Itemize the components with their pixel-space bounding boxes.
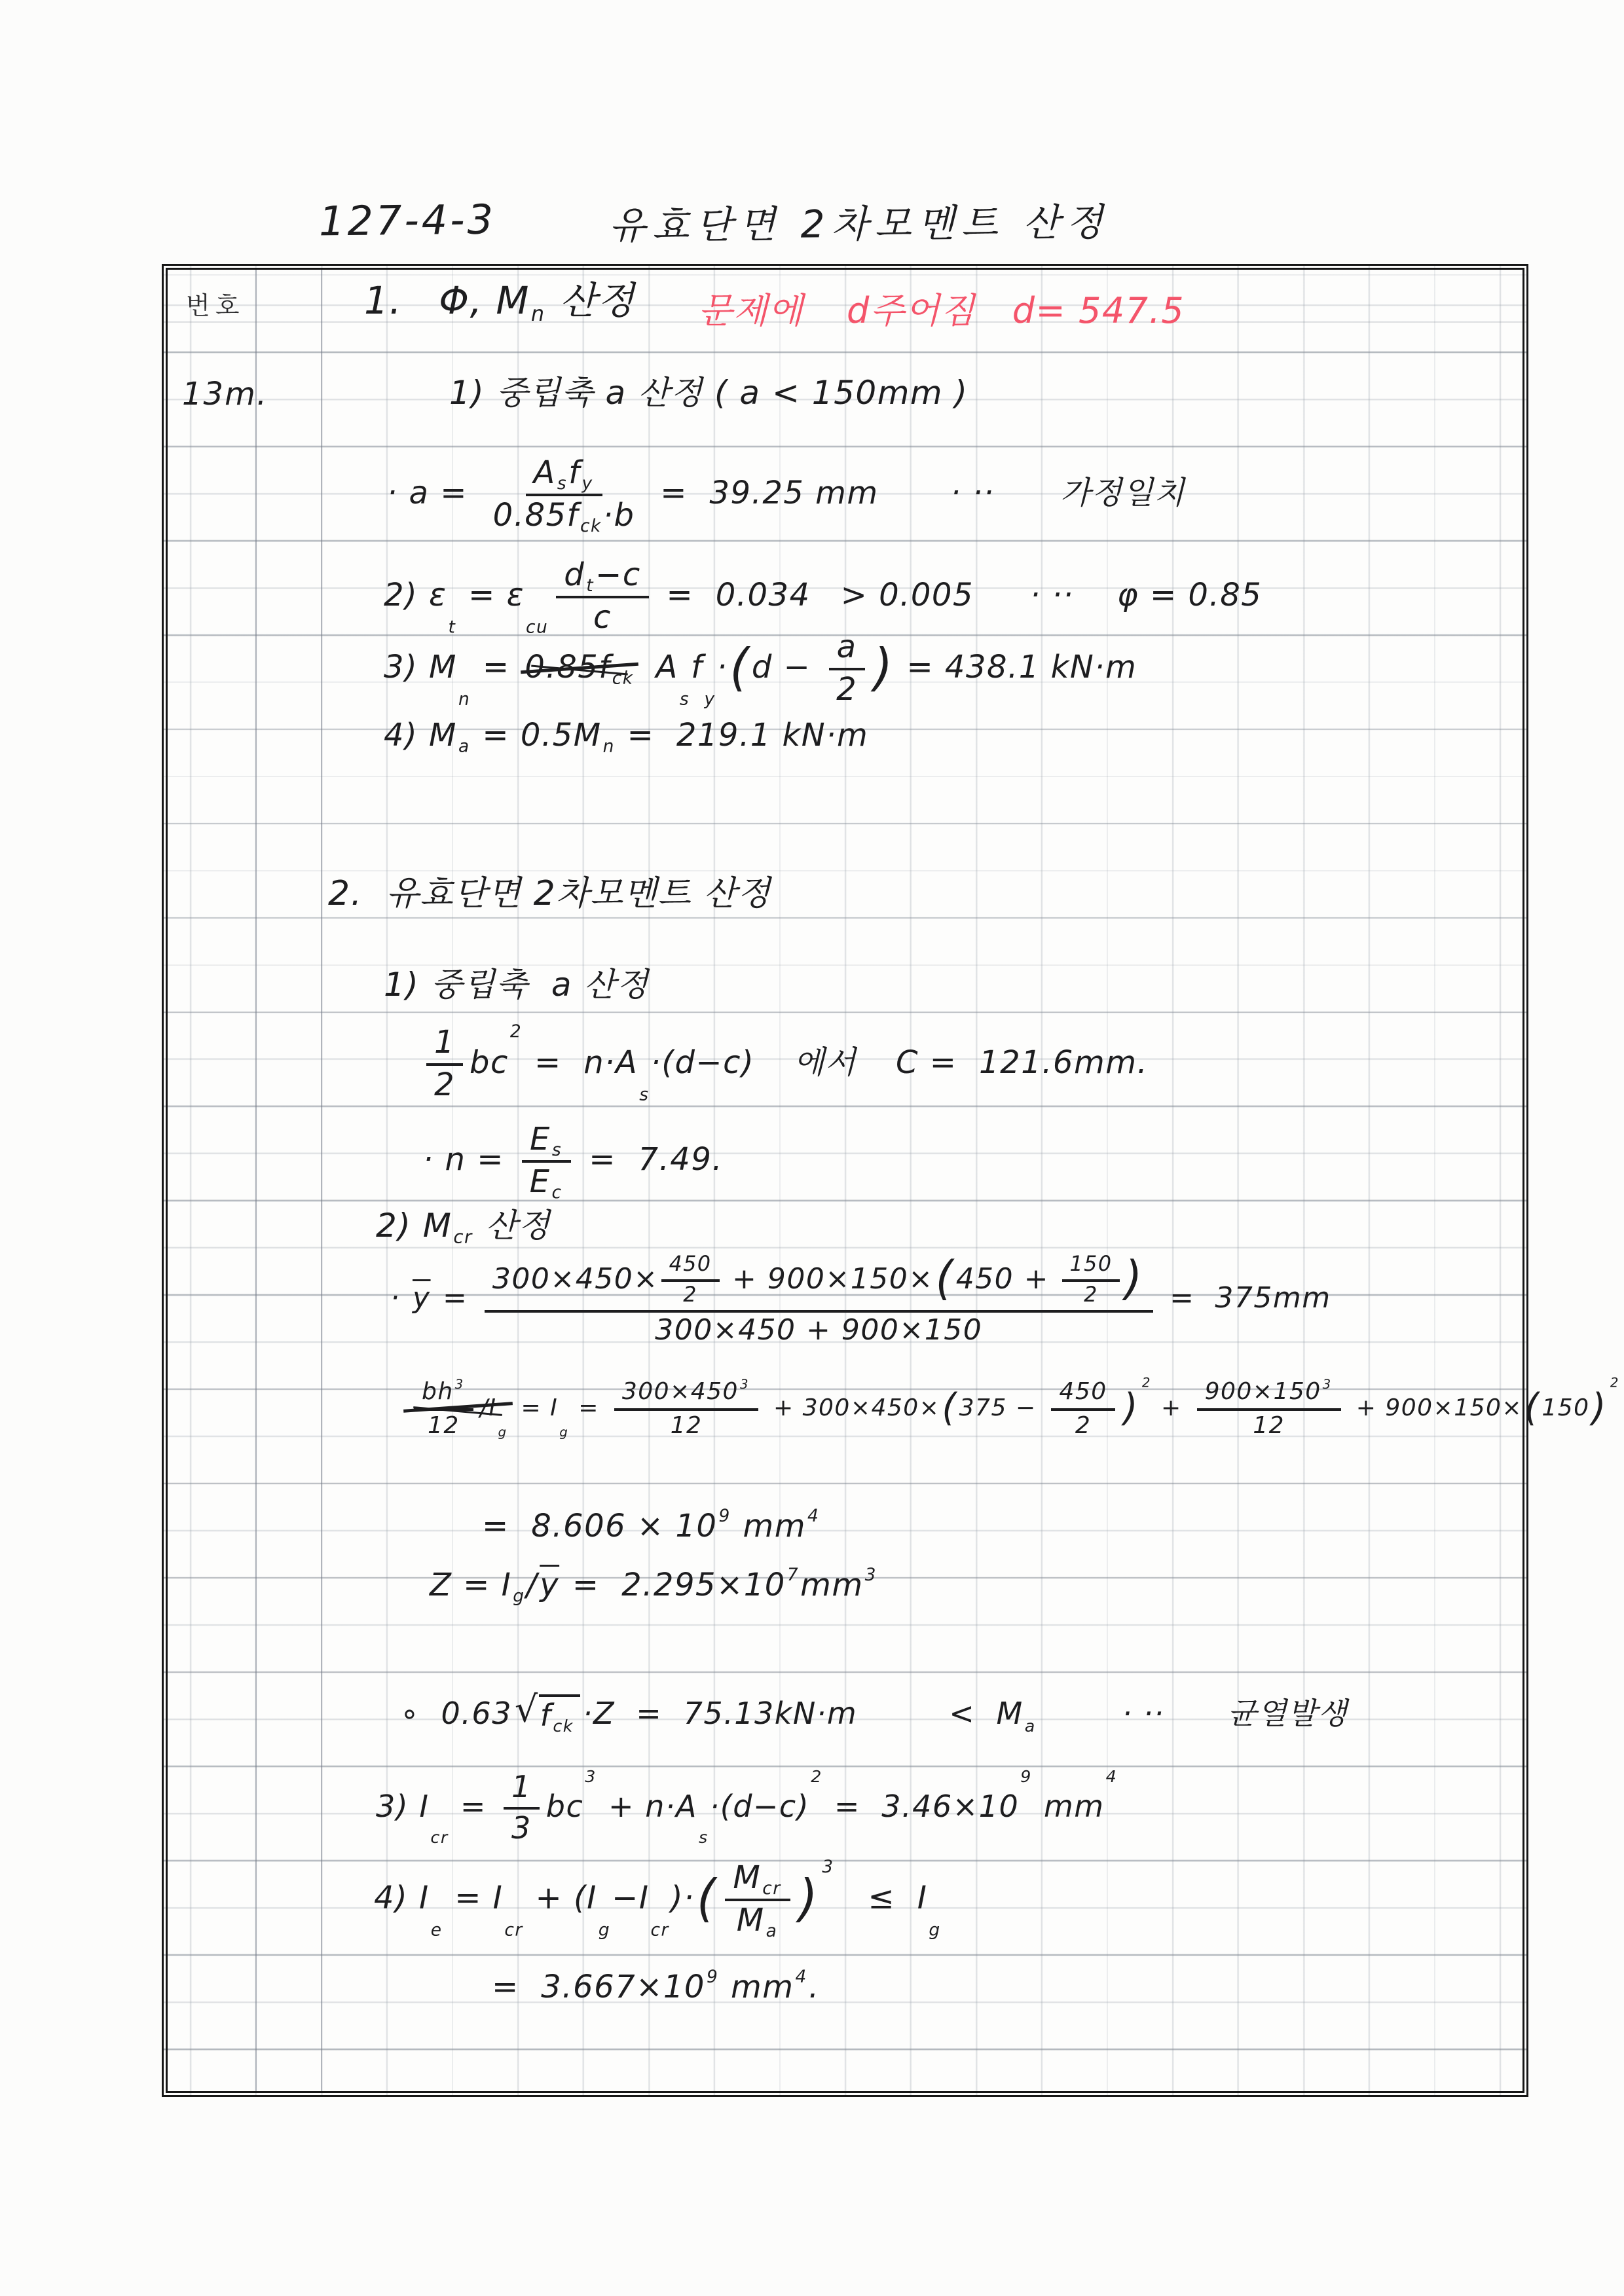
- hw-line: 2. 유효단면 2차모멘트 산정: [328, 874, 771, 913]
- side-note-label: 13m.: [182, 376, 268, 412]
- hw-line: 4) I e = I cr + (I g −I cr )· ( M cr M a ) 3 ≤ I g: [374, 1856, 941, 1941]
- hw-line: 3) M n = 0.85f ck A s f y · ( d − $\frac{a}{2}$ ) = 438.1 kN·m: [384, 629, 1137, 710]
- hw-line: 2) ε t = ε cu d t −c c = 0.034 > 0.005 · ·· φ = 0.85: [384, 556, 1263, 638]
- hw-line: $\frac{1}{2}$ bc 2 = n·A s ·(d−c) 에서 C = 121.6mm.: [420, 1024, 1148, 1102]
- hw-line: Z = I g / $\overline{y}$ = 2.295×10 7 mm 3: [430, 1564, 877, 1607]
- column-divider: [255, 270, 257, 2091]
- hw-line: 4) M a = 0.5M n = 219.1 kN·m: [384, 717, 869, 757]
- hw-line: · n = E s E c = 7.49.: [423, 1121, 724, 1203]
- hw-line: 1) 중립축 a 산정 ( a < 150mm ): [449, 374, 969, 412]
- hw-line: 3) I cr = $\frac{1}{3}$ bc 3 + n·A s ·(d−c) 2 = 3.46×10 9 mm 4: [376, 1767, 1118, 1848]
- ledger-header-label: 번호: [186, 291, 245, 320]
- hw-line: 1. Φ, M n 산정: [364, 278, 635, 327]
- hw-line: bh 3 12 /I g = I g = 300×450 3 12 + 300×450× ( 375 − $\frac{450}{2}$ ) 2 + 900×150 3 12 + 900×150× ( 150 ) 2: [403, 1377, 1621, 1438]
- page-title: 유효단면 2차모멘트 산정: [608, 200, 1110, 248]
- ledger-sheet: [162, 264, 1619, 2097]
- hw-line: 2) M cr 산정: [376, 1207, 551, 1248]
- hw-line: = 3.667×10 9 mm 4 .: [492, 1966, 820, 2005]
- hw-line: ∘ 0.63 √ f ck ·Z = 75.13kN·m < M a · ·· 균열발생: [400, 1688, 1348, 1736]
- hw-line: · a = A s f y 0.85f ck ·b = 39.25 mm · ·· 가정일치: [387, 454, 1186, 536]
- hw-line: · $\overline{y}$ = 300×450× $\frac{450}{2}$ + 900×150× ( 450 + $\frac{150}{2}$ ) 300×450 + 900×150 = 375mm: [390, 1250, 1331, 1346]
- column-divider: [321, 270, 322, 2091]
- hw-line: 1) 중립축 a 산정: [384, 966, 650, 1004]
- hw-line: 문제에 d주어짐 d= 547.5: [698, 290, 1185, 331]
- page-title-code: 127-4-3: [318, 195, 496, 246]
- hw-line: = 8.606 × 10 9 mm 4: [482, 1505, 820, 1544]
